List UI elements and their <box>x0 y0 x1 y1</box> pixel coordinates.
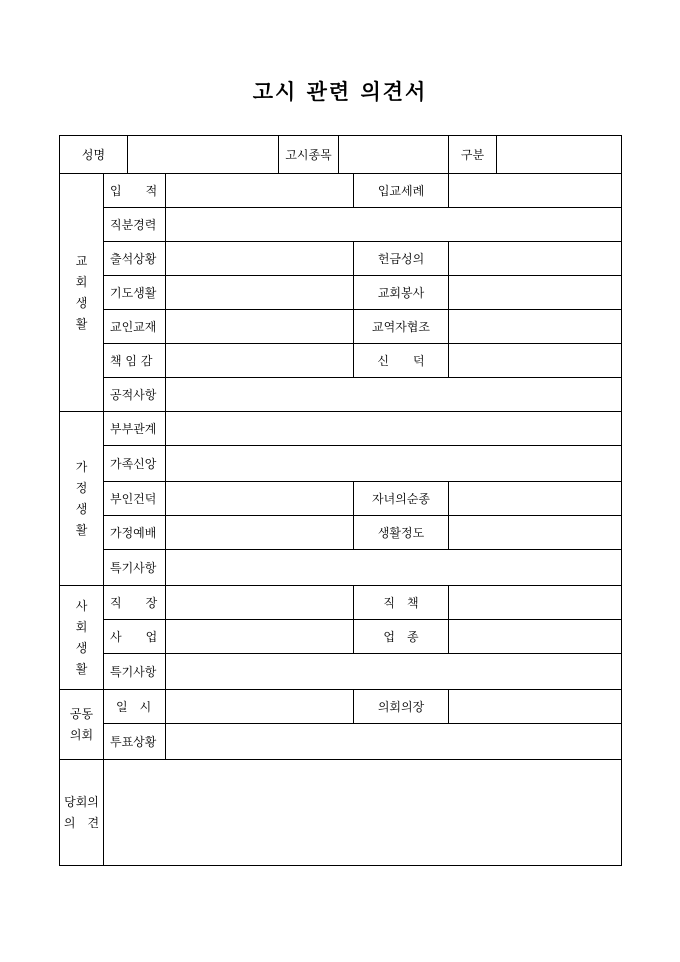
social-notes-field[interactable] <box>166 654 622 690</box>
joint-meeting-section-label: 공동 의회 <box>60 690 104 760</box>
registration-field[interactable] <box>166 174 354 208</box>
meeting-chair-label: 의회의장 <box>354 690 449 724</box>
offering-field[interactable] <box>449 242 622 276</box>
prayer-field[interactable] <box>166 276 354 310</box>
attendance-field[interactable] <box>166 242 354 276</box>
job-title-label: 직 책 <box>354 586 449 620</box>
category-field[interactable] <box>497 136 622 174</box>
family-faith-label: 가족신앙 <box>104 446 166 482</box>
wife-virtue-field[interactable] <box>166 482 354 516</box>
business-field[interactable] <box>166 620 354 654</box>
baptism-label: 입교세례 <box>354 174 449 208</box>
opinion-form-table <box>59 135 622 866</box>
session-opinion-section-label: 당회의 의 견 <box>60 760 104 866</box>
baptism-field[interactable] <box>449 174 622 208</box>
church-notes-label: 공적사항 <box>104 378 166 412</box>
workplace-label: 직 장 <box>104 586 166 620</box>
subject-field[interactable] <box>339 136 449 174</box>
family-notes-label: 특기사항 <box>104 550 166 586</box>
meeting-date-field[interactable] <box>166 690 354 724</box>
living-level-field[interactable] <box>449 516 622 550</box>
children-obedience-label: 자녀의순종 <box>354 482 449 516</box>
family-worship-field[interactable] <box>166 516 354 550</box>
business-label: 사 업 <box>104 620 166 654</box>
offering-label: 헌금성의 <box>354 242 449 276</box>
meeting-date-label: 일 시 <box>104 690 166 724</box>
name-label: 성명 <box>60 136 128 174</box>
session-opinion-field[interactable] <box>104 760 622 866</box>
family-faith-field[interactable] <box>166 446 622 482</box>
responsibility-label: 책 임 감 <box>104 344 166 378</box>
faith-label: 신 덕 <box>354 344 449 378</box>
fellowship-label: 교인교재 <box>104 310 166 344</box>
vote-label: 투표상황 <box>104 724 166 760</box>
social-notes-label: 특기사항 <box>104 654 166 690</box>
name-field[interactable] <box>128 136 279 174</box>
registration-label: 입 적 <box>104 174 166 208</box>
positions-label: 직분경력 <box>104 208 166 242</box>
family-life-section-label: 가 정 생 활 <box>60 412 104 586</box>
church-notes-field[interactable] <box>166 378 622 412</box>
marriage-label: 부부관계 <box>104 412 166 446</box>
family-notes-field[interactable] <box>166 550 622 586</box>
social-life-section-label: 사 회 생 활 <box>60 586 104 690</box>
faith-field[interactable] <box>449 344 622 378</box>
positions-field[interactable] <box>166 208 622 242</box>
industry-field[interactable] <box>449 620 622 654</box>
subject-label: 고시종목 <box>279 136 339 174</box>
marriage-field[interactable] <box>166 412 622 446</box>
category-label: 구분 <box>449 136 497 174</box>
cooperation-field[interactable] <box>449 310 622 344</box>
living-level-label: 생활정도 <box>354 516 449 550</box>
workplace-field[interactable] <box>166 586 354 620</box>
children-obedience-field[interactable] <box>449 482 622 516</box>
family-worship-label: 가정예배 <box>104 516 166 550</box>
service-label: 교회봉사 <box>354 276 449 310</box>
prayer-label: 기도생활 <box>104 276 166 310</box>
vote-field[interactable] <box>166 724 622 760</box>
fellowship-field[interactable] <box>166 310 354 344</box>
job-title-field[interactable] <box>449 586 622 620</box>
page-title: 고시 관련 의견서 <box>252 79 428 104</box>
industry-label: 업 종 <box>354 620 449 654</box>
church-life-section-label: 교 회 생 활 <box>60 174 104 412</box>
attendance-label: 출석상황 <box>104 242 166 276</box>
meeting-chair-field[interactable] <box>449 690 622 724</box>
wife-virtue-label: 부인건덕 <box>104 482 166 516</box>
cooperation-label: 교역자협조 <box>354 310 449 344</box>
service-field[interactable] <box>449 276 622 310</box>
responsibility-field[interactable] <box>166 344 354 378</box>
